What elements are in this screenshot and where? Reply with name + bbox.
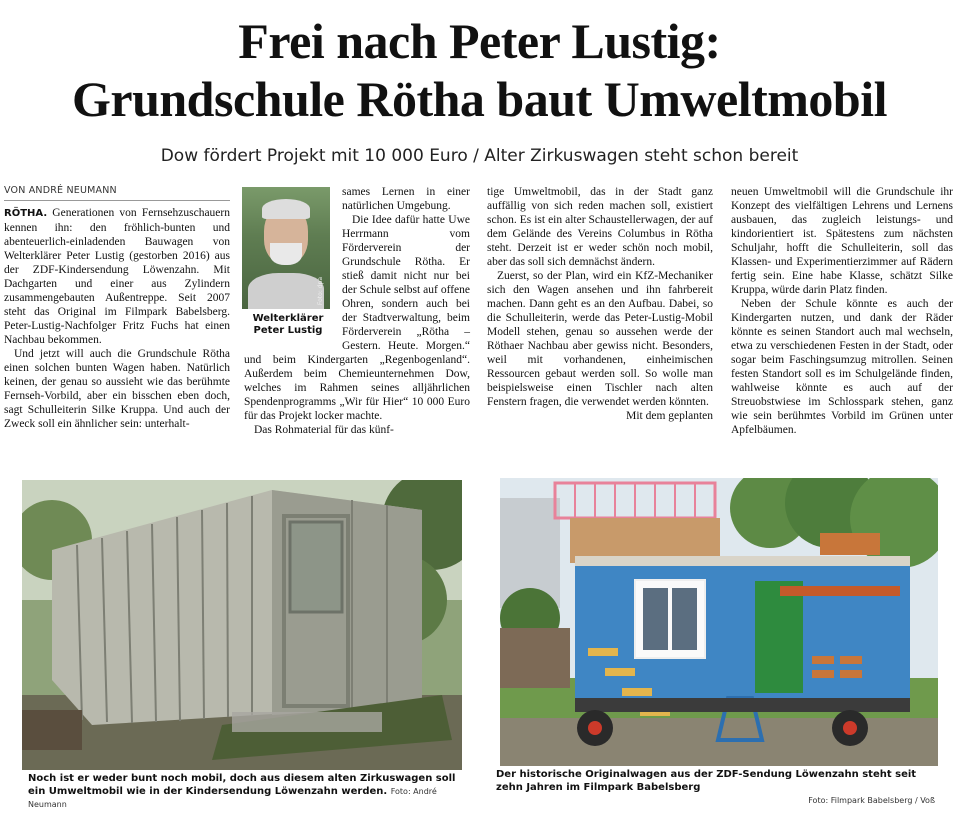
headline-line-1: Frei nach Peter Lustig:	[238, 13, 721, 69]
paragraph: Das Rohmaterial für das künf-	[254, 424, 394, 436]
original-wagon-illustration	[500, 478, 938, 766]
portrait-shirt	[248, 273, 324, 309]
portrait-hair	[262, 199, 310, 219]
portrait-photo	[242, 187, 330, 309]
dateline: RÖTHA.	[4, 208, 48, 219]
article-column-2	[244, 185, 470, 437]
byline: VON ANDRÉ NEUMANN	[4, 184, 230, 201]
paragraph: Zuerst, so der Plan, wird ein KfZ-Mechaniker sich den Wagen ansehen und ihn fahrbereit machen. Dann geht es an den Aufbau. Dabei, so die Schulleiterin, werde das Peter-Lustig-Mobil Modell stehen, genau so aussehen werde der Röthaer Nachbau aber gewiss nicht. Besonders, weil mit vorhandenen, einheimischen Ressourcen gebaut werden soll. So wolle man beispielsweise einen Tischler nach alten Fenstern fragen, die verwendet werden könnten.	[487, 270, 713, 408]
article-column-4	[731, 185, 953, 437]
paragraph-text: Generationen von Fernsehzuschauern kennen ihn: den fröhlich-bunten und abenteuerlich-einladenden Bauwagen von Welterklärer Peter Lustig (gestorben 2016) aus der ZDF-Kindersendung Löwenzahn. Mit Dachgarten und einer aus Zylindern zusammengebauten Außentreppe. Seit 2007 steht das Original im Filmpark Babelsberg. Peter-Lustig-Nachfolger Fritz Fuchs hat einen Nachbau bekommen.	[4, 207, 230, 346]
paragraph	[4, 206, 230, 347]
original-wagon-caption: Der historische Originalwagen aus der ZDF-Sendung Löwenzahn steht seit zehn Jahren im Filmpark Babelsberg	[496, 768, 936, 794]
paragraph: Mit dem geplanten	[626, 410, 713, 422]
paragraph: Neben der Schule könnte es auch der Kindergarten nutzen, und dank der Räder könnte es seinen Standort auch mal wechseln, etwa zu verschiedenen Festen in der Stadt, oder sogar beim Faschingsumzug mitrollen. Seinen festen Standort soll es im Schulgelände finden, wahlweise könnte es auch auf der Streuobstwiese im Schlosspark stehen, ganz wie sein berühmtes Vorbild im Grünen unter Apfelbäumen.	[731, 298, 953, 436]
photo-credit-right: Foto: Filmpark Babelsberg / Voß	[808, 796, 935, 805]
caption-text: Noch ist er weder bunt noch mobil, doch aus diesem alten Zirkuswagen soll ein Umweltmobil wie in der Kindersendung Löwenzahn werden.	[28, 773, 456, 797]
old-wagon-illustration	[22, 480, 462, 770]
paragraph: Die Idee dafür hatte Uwe Herrmann vom Förderverein der Grundschule Rötha. Er stieß damit nicht nur bei der Schule selbst auf offene Ohren, sondern auch bei der Stadtverwaltung, beim Förderverein „Rötha – Gestern. Heute. Morgen.“ und beim Kindergarten „Regenbogenland“. Außerdem beim Chemieunternehmen Dow, welches im Rahmen seines alljährlichen Spendenprogramms „Wir für Hier“ 10 000 Euro für das Projekt locker machte.	[244, 214, 470, 422]
article-column-1	[4, 184, 230, 431]
paragraph: sames Lernen in einer natürlichen Umgebung.	[342, 186, 470, 212]
portrait-figure	[242, 187, 334, 337]
original-wagon-photo	[500, 478, 938, 766]
paragraph: Und jetzt will auch die Grundschule Rötha einen solchen bunten Wagen haben. Natürlich keinen, der genau so aussieht wie das berühmte Fernseh-Vorbild, aber ein bisschen eben doch, sagt Schulleiterin Silke Kruppa. Und auch der Zweck soll ein ähnlicher sein: unterhalt-	[4, 348, 230, 430]
portrait-credit: Foto: dpa	[317, 276, 324, 305]
article-column-3	[487, 185, 713, 423]
headline-line-2: Grundschule Rötha baut Umweltmobil	[71, 71, 888, 127]
portrait-beard	[270, 243, 302, 265]
old-wagon-caption	[28, 772, 468, 811]
paragraph: neuen Umweltmobil will die Grundschule ihr Konzept des vielfältigen Lehrens und Lernens ausbauen, das zugleich leistungs- und kindorientiert ist. Spätestens zum nächsten Schuljahr, hofft die Schulleiterin, soll das Klassen- und Experimentierzimmer auf Rädern fertig sein. Eine habe Klasse, schätzt Silke Kruppa, würde darin Platz finden.	[731, 186, 953, 296]
portrait-caption: Welterklärer Peter Lustig	[252, 313, 324, 336]
photo-credit: Foto: André Neumann	[28, 787, 437, 809]
old-wagon-photo	[22, 480, 462, 770]
paragraph: tige Umweltmobil, das in der Stadt ganz auffällig von sich reden machen soll, existiert schon. Es ist ein alter Schaustellerwagen, der auf dem Gelände des Vereins Columbus in Rötha steht. Derzeit ist er weder schön noch mobil, aber das soll sich demnächst ändern.	[487, 186, 713, 268]
subheadline: Dow fördert Projekt mit 10 000 Euro / Alter Zirkuswagen steht schon bereit	[160, 146, 799, 166]
